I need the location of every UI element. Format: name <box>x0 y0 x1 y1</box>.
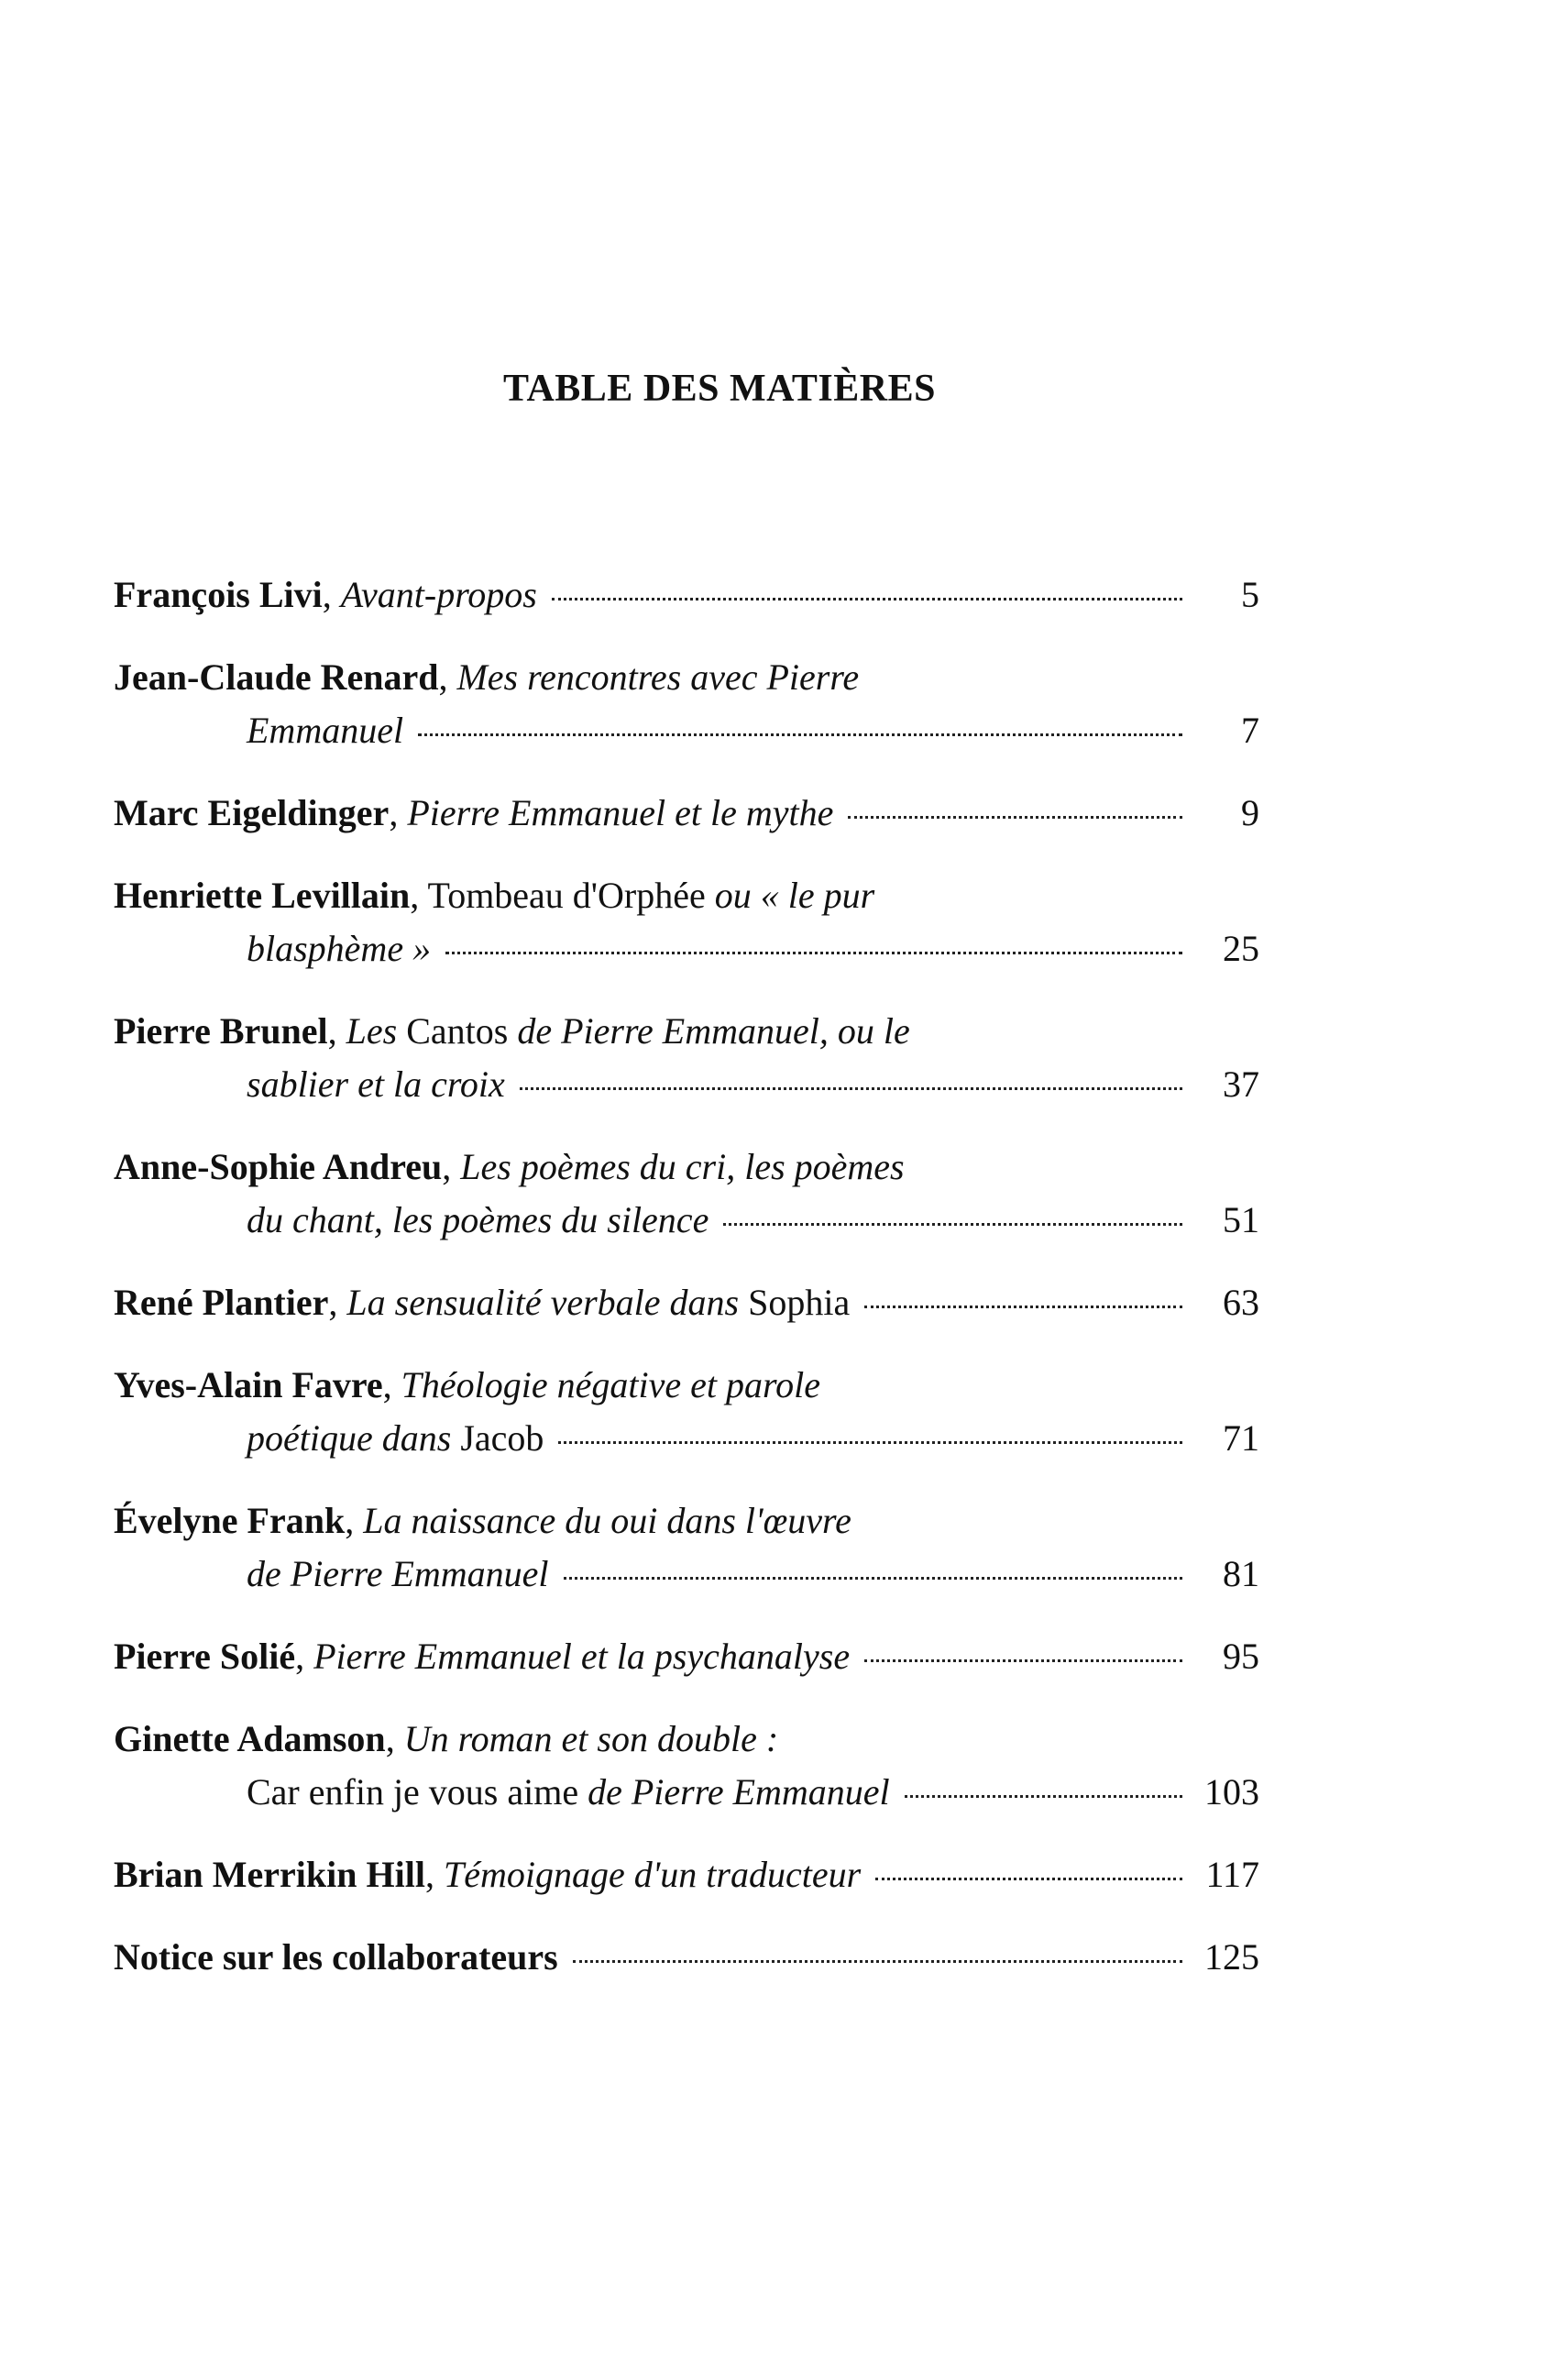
toc-separator: , <box>385 1718 404 1759</box>
toc-line-text <box>247 1412 544 1465</box>
toc-title-segment: Témoignage d'un traducteur <box>443 1854 862 1895</box>
toc-title-segment: Sophia <box>748 1282 851 1323</box>
toc-page-number: 5 <box>1241 574 1259 615</box>
toc-author: Brian Merrikin Hill <box>114 1854 425 1895</box>
toc-title-segment: blasphème » <box>247 928 432 969</box>
toc-line <box>114 1931 1259 1984</box>
toc-line-text <box>247 1548 549 1601</box>
toc-line-text <box>114 787 833 840</box>
toc-line <box>114 787 1259 840</box>
toc-title-segment: Tombeau d'Orphée <box>427 875 706 916</box>
toc-page-number: 37 <box>1223 1063 1259 1105</box>
toc-title-segment: Pierre Emmanuel et le mythe <box>407 792 834 833</box>
toc-title-segment: Avant-propos <box>340 574 537 615</box>
toc-title-segment: Cantos <box>406 1010 509 1052</box>
dot-leader <box>558 1441 1182 1444</box>
toc-page-number: 71 <box>1223 1417 1259 1459</box>
toc-line <box>114 869 1259 922</box>
toc-page-number: 125 <box>1204 1936 1259 1978</box>
toc-entry <box>114 1931 1259 1984</box>
toc-entry <box>114 568 1259 622</box>
toc-title-segment: sablier et la croix <box>247 1063 505 1105</box>
toc-page-number: 51 <box>1223 1199 1259 1240</box>
toc-entry <box>114 1848 1259 1901</box>
toc-separator: , <box>345 1500 364 1541</box>
toc-line-text <box>247 1766 890 1819</box>
toc-line <box>114 1548 1259 1601</box>
toc-separator: , <box>389 792 408 833</box>
dot-leader <box>864 1659 1182 1662</box>
toc-author: Yves-Alain Favre <box>114 1364 383 1405</box>
toc-author: Pierre Brunel <box>114 1010 328 1052</box>
toc-entry <box>114 869 1259 975</box>
toc-title-segment: La naissance du oui dans l'œuvre <box>363 1500 851 1541</box>
toc-title-segment: La sensualité verbale dans <box>346 1282 749 1323</box>
toc-title-segment: Les <box>346 1010 407 1052</box>
toc-title-segment: de Pierre Emmanuel, ou le <box>508 1010 910 1052</box>
toc-author: Évelyne Frank <box>114 1500 346 1541</box>
toc-separator: , <box>295 1636 314 1677</box>
toc-line-text <box>114 1630 850 1683</box>
toc-line <box>114 1005 1259 1058</box>
toc-title-segment: ou « le pur <box>705 875 875 916</box>
toc-line-text <box>114 1931 558 1984</box>
toc-title-segment: Emmanuel <box>247 710 404 751</box>
toc-line-text <box>114 651 859 704</box>
toc-title-segment: de Pierre Emmanuel <box>247 1553 549 1594</box>
toc-entry <box>114 1630 1259 1683</box>
page-title: TABLE DES MATIÈRES <box>503 368 936 410</box>
toc-line <box>114 1276 1259 1329</box>
toc-line <box>114 1194 1259 1247</box>
toc-separator: , <box>328 1282 347 1323</box>
toc-line <box>114 1140 1259 1194</box>
toc-title-segment: Théologie négative et parole <box>401 1364 820 1405</box>
toc-line-text <box>247 1058 505 1111</box>
toc-line <box>114 1359 1259 1412</box>
toc-author: René Plantier <box>114 1282 329 1323</box>
toc-line <box>114 1630 1259 1683</box>
toc-author: Jean-Claude Renard <box>114 656 439 698</box>
toc-title-segment: poétique dans <box>247 1417 461 1459</box>
dot-leader <box>418 733 1182 736</box>
toc-author: François Livi <box>114 574 323 615</box>
toc-line-text <box>114 1005 910 1058</box>
toc-line-text <box>114 869 874 922</box>
table-of-contents <box>114 568 1259 2013</box>
toc-page-number: 95 <box>1223 1636 1259 1677</box>
dot-leader <box>552 598 1182 601</box>
toc-entry <box>114 1494 1259 1601</box>
toc-entry <box>114 651 1259 757</box>
toc-separator: , <box>438 656 457 698</box>
toc-line-text <box>114 1276 850 1329</box>
toc-author: Pierre Solié <box>114 1636 296 1677</box>
toc-page-number: 25 <box>1223 928 1259 969</box>
toc-line-text <box>114 1713 778 1766</box>
toc-page-number: 81 <box>1223 1553 1259 1594</box>
toc-title-segment: Car enfin je vous aime <box>247 1771 579 1813</box>
toc-line <box>114 1494 1259 1548</box>
toc-title-segment: de Pierre Emmanuel <box>578 1771 890 1813</box>
toc-entry <box>114 1140 1259 1247</box>
toc-entry <box>114 787 1259 840</box>
toc-line-text <box>114 1848 861 1901</box>
toc-separator: , <box>322 574 341 615</box>
toc-page-number: 63 <box>1223 1282 1259 1323</box>
toc-author: Ginette Adamson <box>114 1718 386 1759</box>
dot-leader <box>905 1795 1182 1798</box>
toc-line <box>114 922 1259 975</box>
toc-title-segment: Un roman et son double : <box>403 1718 779 1759</box>
toc-author: Notice sur les collaborateurs <box>114 1936 558 1978</box>
toc-page-number: 7 <box>1241 710 1259 751</box>
toc-line-text <box>114 1359 820 1412</box>
toc-line <box>114 704 1259 757</box>
toc-author: Anne-Sophie Andreu <box>114 1146 443 1187</box>
dot-leader <box>573 1960 1182 1963</box>
toc-author: Henriette Levillain <box>114 875 411 916</box>
dot-leader <box>875 1878 1182 1880</box>
toc-entry <box>114 1359 1259 1465</box>
toc-separator: , <box>382 1364 401 1405</box>
toc-title-segment: Jacob <box>460 1417 544 1459</box>
toc-title-segment: Pierre Emmanuel et la psychanalyse <box>313 1636 851 1677</box>
toc-line <box>114 1412 1259 1465</box>
toc-line <box>114 1058 1259 1111</box>
dot-leader <box>848 816 1182 819</box>
toc-separator: , <box>424 1854 444 1895</box>
toc-entry <box>114 1005 1259 1111</box>
toc-title-segment: du chant, les poèmes du silence <box>247 1199 709 1240</box>
toc-line-text <box>114 1140 905 1194</box>
toc-entry <box>114 1276 1259 1329</box>
toc-separator: , <box>327 1010 346 1052</box>
toc-line <box>114 1713 1259 1766</box>
dot-leader <box>864 1306 1182 1308</box>
toc-title-segment: Mes rencontres avec Pierre <box>456 656 860 698</box>
toc-page-number: 117 <box>1205 1854 1259 1895</box>
toc-title-segment: Les poèmes du cri, les poèmes <box>460 1146 905 1187</box>
toc-line-text <box>247 922 431 975</box>
toc-page-number: 103 <box>1204 1771 1259 1813</box>
toc-entry <box>114 1713 1259 1819</box>
dot-leader <box>520 1087 1182 1090</box>
toc-line-text <box>247 1194 709 1247</box>
toc-page-number: 9 <box>1241 792 1259 833</box>
toc-line-text <box>247 704 403 757</box>
toc-separator: , <box>410 875 428 916</box>
toc-line <box>114 1848 1259 1901</box>
dot-leader <box>445 952 1182 954</box>
toc-line-text <box>114 1494 851 1548</box>
toc-line <box>114 568 1259 622</box>
toc-author: Marc Eigeldinger <box>114 792 390 833</box>
dot-leader <box>564 1577 1182 1580</box>
dot-leader <box>723 1223 1182 1226</box>
toc-separator: , <box>442 1146 461 1187</box>
toc-line <box>114 651 1259 704</box>
toc-line-text <box>114 568 537 622</box>
toc-line <box>114 1766 1259 1819</box>
